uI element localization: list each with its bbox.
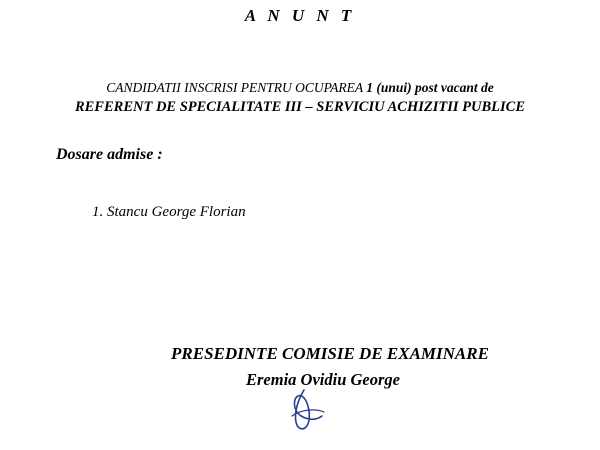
signer-role: PRESEDINTE COMISIE DE EXAMINARE <box>171 344 489 363</box>
page-title: A N U N T <box>244 6 356 25</box>
candidate-list <box>92 204 246 225</box>
handwritten-signature-icon <box>270 386 350 434</box>
subtitle-line-1 <box>0 80 600 96</box>
section-label-admitted-files: Dosare admise : <box>56 146 163 163</box>
subtitle-normal-text: CANDIDATII INSCRISI PENTRU OCUPAREA <box>106 80 367 95</box>
list-item: 1. Stancu George Florian <box>92 204 246 220</box>
signer-name: Eremia Ovidiu George <box>246 370 400 389</box>
subtitle-bold-text: 1 (unui) post vacant de <box>366 80 494 95</box>
subtitle-line-2: REFERENT DE SPECIALITATE III – SERVICIU ACHIZITII PUBLICE <box>74 99 526 115</box>
